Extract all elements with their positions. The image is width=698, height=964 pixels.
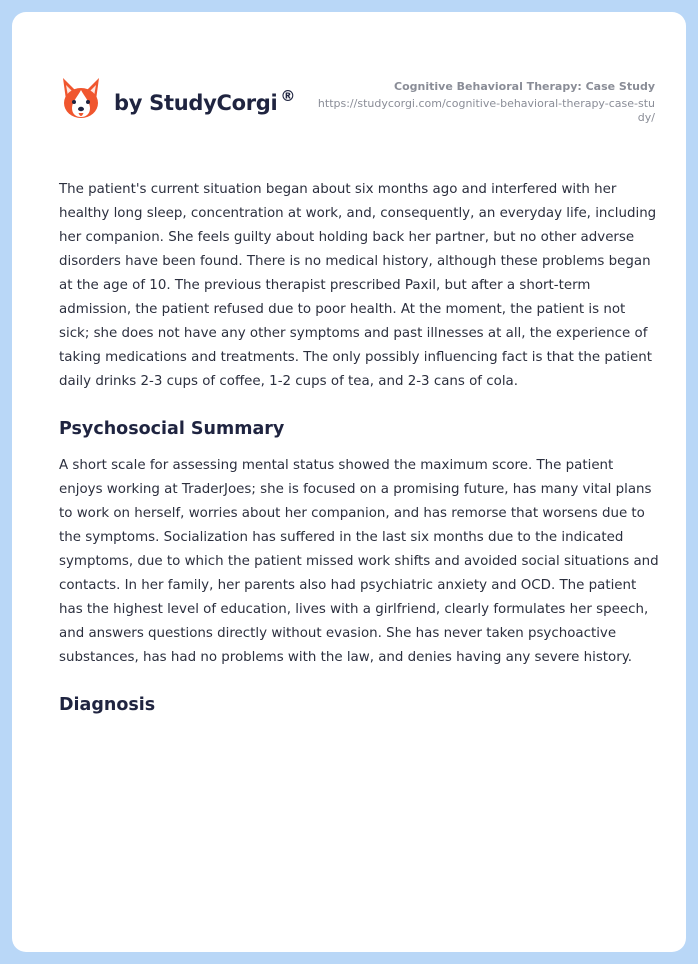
brand-name: by StudyCorgi: [114, 91, 278, 115]
section-heading-psychosocial-summary: Psychosocial Summary: [59, 419, 285, 439]
section-heading-diagnosis: Diagnosis: [59, 695, 156, 715]
intro-paragraph: The patient's current situation began about six months ago and interfered with her healthy long sleep, concentration at work, and, consequently, an everyday life, including her companion. She feels guilty about holding back her partner, but no other adverse disorders have been found. There is no medical history, although these problems began at the age of 10. The previous therapist prescribed Paxil, but after a short-term admission, the patient refused due to poor health. At the moment, the patient is not sick; she does not have any other symptoms and past illnesses at all, the experience of taking medications and treatments. The only possibly influencing fact is that the patient daily drinks 2-3 cups of coffee, 1-2 cups of tea, and 2-3 cans of cola.: [59, 182, 657, 389]
psychosocial-summary-paragraph: A short scale for assessing mental status showed the maximum score. The patient enjoys working at TraderJoes; she is focused on a promising future, has many vital plans to work on herself, worries about her companion, and has remorse that worsens due to the symptoms. Socialization has suffered in the last six months due to the indicated symptoms, due to which the patient missed work shifts and avoided social situations and contacts. In her family, her parents also had psychiatric anxiety and OCD. The patient has the highest level of education, lives with a girlfriend, clearly formulates her speech, and answers questions directly without evasion. She has never taken psychoactive substances, has had no problems with the law, and denies having any severe history.: [59, 458, 659, 665]
corgi-icon: [60, 76, 102, 122]
document-page: [12, 12, 686, 952]
document-header-info: [315, 80, 655, 125]
document-body: [59, 178, 659, 730]
registered-mark: ®: [280, 87, 296, 105]
document-url[interactable]: https://studycorgi.com/cognitive-behavioral-therapy-case-study/: [317, 97, 655, 124]
document-title: Cognitive Behavioral Therapy: Case Study: [394, 80, 655, 93]
studycorgi-logo[interactable]: [60, 76, 295, 122]
